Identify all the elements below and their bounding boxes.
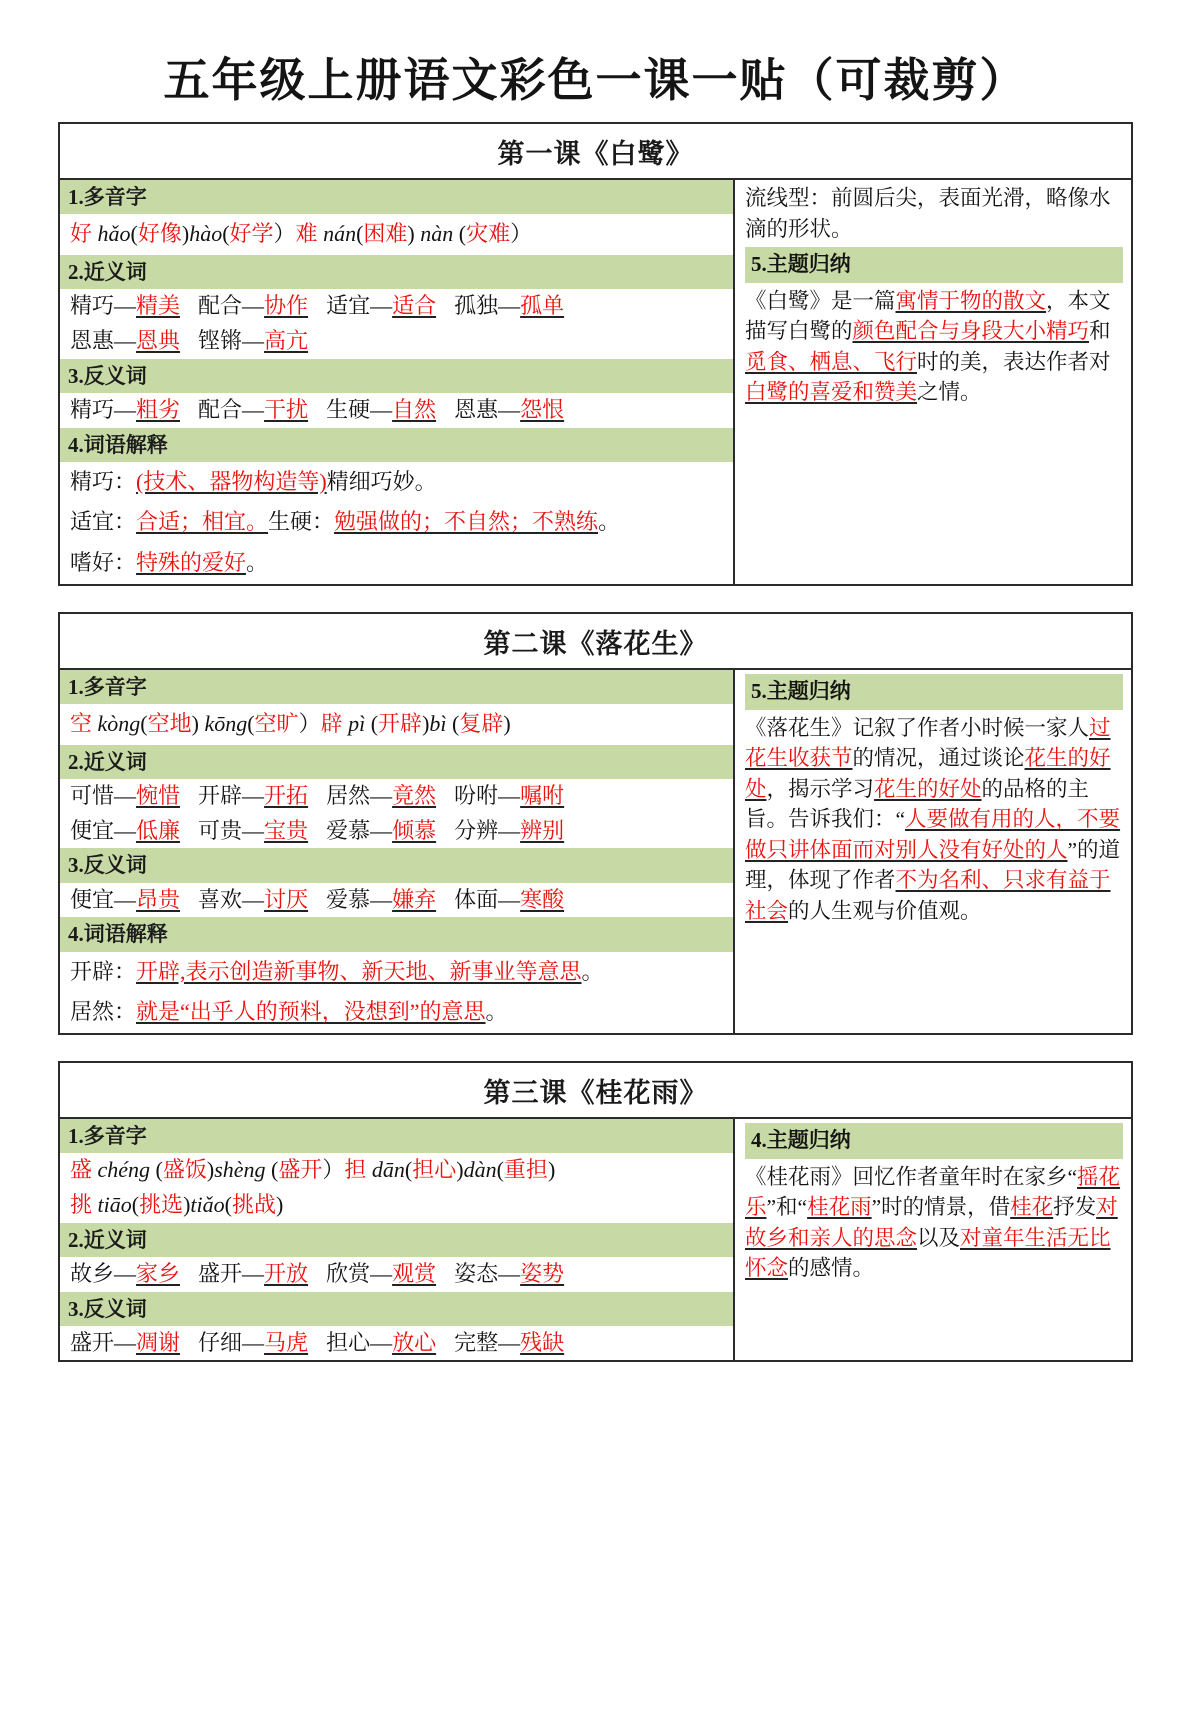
answer-word: 放心 <box>392 1329 437 1355</box>
word-pair: 担心—放心 <box>326 1329 437 1355</box>
answer-word: 讨厌 <box>264 886 309 912</box>
section-polyphone-heading: 1.多音字 <box>60 180 733 214</box>
word-pair: 居然—竟然 <box>326 783 437 808</box>
answer-word: 精美 <box>136 293 181 319</box>
antonym-row <box>60 1326 733 1361</box>
body-text: ，揭示学习 <box>766 776 875 801</box>
synonym-row <box>60 814 733 849</box>
streamline-note: 流线型：前圆后尖，表面光滑，略像水滴的形状。 <box>745 186 1111 241</box>
body-text: 《落花生》记叙了作者小时候一家人 <box>745 715 1090 740</box>
answer-word: 马虎 <box>264 1329 309 1355</box>
definition-answer: 开辟,表示创造新事物、新天地、新事业等意思 <box>136 958 582 984</box>
body-text: 的感情。 <box>788 1256 875 1281</box>
lesson-title-3: 第三课《桂花雨》 <box>60 1063 1131 1119</box>
lesson-3-right-column <box>735 1119 1131 1361</box>
answer-word: 低廉 <box>136 817 181 843</box>
answer-word: 开放 <box>264 1260 309 1286</box>
word-pair: 完整—残缺 <box>454 1329 565 1355</box>
antonym-row <box>60 883 733 918</box>
word-pair: 适宜—适合 <box>326 293 437 319</box>
definition-term: 适宜： <box>70 509 137 535</box>
highlight-text: 白鹭的喜爱和赞美 <box>745 380 918 405</box>
answer-word: 高亢 <box>264 327 309 353</box>
theme-summary-text <box>745 712 1123 928</box>
answer-word: 家乡 <box>136 1260 181 1286</box>
word-pair: 盛开—开放 <box>198 1260 309 1286</box>
answer-word: 昂贵 <box>136 886 181 912</box>
lesson-2-left-column <box>60 670 735 1033</box>
definition-line: 适宜：合适；相宜。生硬：勉强做的；不自然；不熟练。 <box>70 509 621 535</box>
word-pair: 爱慕—倾慕 <box>326 817 437 843</box>
synonym-row <box>60 289 733 324</box>
pinyin: chéng <box>97 1157 151 1183</box>
word-pair: 铿锵—高亢 <box>198 327 309 353</box>
definition-term: 生硬： <box>268 509 335 535</box>
answer-word: 好学 <box>229 221 274 247</box>
answer-word: 残缺 <box>520 1329 565 1355</box>
lesson-card-3 <box>58 1061 1133 1363</box>
word-pair: 喜欢—讨厌 <box>198 886 309 912</box>
answer-word: 倾慕 <box>392 817 437 843</box>
body-text: ，本文描写白鹭的 <box>745 288 1111 344</box>
word-pair: 爱慕—嫌弃 <box>326 886 437 912</box>
section-theme-heading: 5.主题归纳 <box>745 247 1123 283</box>
word-pair: 可贵—宝贵 <box>198 817 309 843</box>
word-pair: 便宜—低廉 <box>70 817 181 843</box>
answer-word: 竟然 <box>392 783 437 808</box>
word-pair: 开辟—开拓 <box>198 783 309 808</box>
section-definition-heading: 4.词语解释 <box>60 428 733 462</box>
body-text: 《桂花雨》回忆作者童年时在家乡“ <box>745 1164 1078 1189</box>
word-pair: 配合—干扰 <box>198 396 309 422</box>
word-pair: 故乡—家乡 <box>70 1260 181 1286</box>
word-pair: 配合—协作 <box>198 293 309 319</box>
word-pair: 便宜—昂贵 <box>70 886 181 912</box>
polyphone-line: 盛 chéng (盛饭)shèng (盛开）担 dān(担心)dàn(重担) <box>70 1157 556 1183</box>
body-text: ”时的情景，借 <box>871 1195 1011 1220</box>
lesson-3-left-column <box>60 1119 735 1361</box>
section-antonym-heading: 3.反义词 <box>60 359 733 393</box>
definition-line: 开辟：开辟,表示创造新事物、新天地、新事业等意思。 <box>70 958 604 984</box>
answer-word: 协作 <box>264 293 309 319</box>
highlight-text: 桂花雨 <box>807 1195 872 1220</box>
highlight-text: 花生的好处 <box>874 776 982 801</box>
answer-word: 空地 <box>147 711 192 737</box>
answer-word: 灾难 <box>466 221 511 247</box>
answer-word: 适合 <box>392 293 437 319</box>
section-definition-heading: 4.词语解释 <box>60 917 733 951</box>
definition-answer: 就是“出乎人的预料，没想到”的意思 <box>136 999 486 1025</box>
section-antonym-heading: 3.反义词 <box>60 1292 733 1326</box>
word-pair: 生硬—自然 <box>326 396 437 422</box>
synonym-row <box>60 1257 733 1292</box>
answer-word: 恩典 <box>136 327 181 353</box>
body-text: ”的道理，体现了作者 <box>745 837 1121 893</box>
highlight-text: 桂花 <box>1010 1195 1054 1220</box>
pinyin: nàn <box>420 221 454 247</box>
word-pair: 欣赏—观赏 <box>326 1260 437 1286</box>
answer-word: 寒酸 <box>520 886 565 912</box>
word-pair: 精巧—粗劣 <box>70 396 181 422</box>
answer-word: 开拓 <box>264 783 309 808</box>
highlight-text: 对童年生活无比怀念 <box>745 1225 1111 1281</box>
section-synonym-heading: 2.近义词 <box>60 255 733 289</box>
highlight-text: 不为名利、只求有益于社会 <box>745 868 1111 923</box>
section-synonym-heading: 2.近义词 <box>60 1223 733 1257</box>
body-text: 的情况，通过谈论 <box>852 746 1025 771</box>
pinyin: tiāo <box>97 1191 132 1217</box>
body-text: 《白鹭》是一篇 <box>745 288 896 313</box>
pinyin: hào <box>189 221 223 247</box>
word-pair: 可惜—惋惜 <box>70 783 181 808</box>
section-theme-heading: 5.主题归纳 <box>745 674 1123 710</box>
definition-term: 开辟： <box>70 958 137 984</box>
definition-term: 嗜好： <box>70 550 137 576</box>
answer-word: 凋谢 <box>136 1329 181 1355</box>
answer-word: 盛饭 <box>162 1157 207 1183</box>
answer-word: 挑选 <box>139 1191 184 1217</box>
highlight-text: 过花生收获节 <box>745 715 1111 771</box>
answer-word: 盛开 <box>278 1157 323 1183</box>
answer-word: 好像 <box>137 221 182 247</box>
definition-answer: (技术、器物构造等) <box>136 468 327 494</box>
answer-word: 担 <box>344 1157 372 1183</box>
page-title: 五年级上册语文彩色一课一贴（可裁剪） <box>163 55 1028 106</box>
body-text: 和 <box>1089 319 1111 344</box>
pinyin: tiǎo <box>190 1191 225 1217</box>
word-pair: 精巧—精美 <box>70 293 181 319</box>
answer-word: 挑战 <box>231 1191 276 1217</box>
answer-word: 自然 <box>392 396 437 422</box>
body-text: 时的美，表达作者对 <box>917 349 1111 374</box>
pinyin: shèng <box>214 1157 266 1183</box>
pinyin: dàn <box>463 1157 497 1183</box>
word-pair: 体面—寒酸 <box>454 886 565 912</box>
word-pair: 吩咐—嘱咐 <box>454 783 565 808</box>
section-antonym-heading: 3.反义词 <box>60 848 733 882</box>
antonym-row <box>60 393 733 428</box>
body-text: 抒发 <box>1053 1195 1097 1220</box>
answer-word: 辟 <box>320 711 349 737</box>
body-text: 之情。 <box>917 380 982 405</box>
worksheet-page <box>0 44 1191 1728</box>
answer-word: 担心 <box>412 1157 457 1183</box>
answer-word: 姿势 <box>520 1260 565 1286</box>
answer-word: 开辟 <box>378 711 423 737</box>
answer-word: 空 <box>70 711 98 737</box>
answer-word: 惋惜 <box>136 783 181 808</box>
answer-word: 怨恨 <box>520 396 565 422</box>
answer-word: 复辟 <box>459 711 504 737</box>
word-pair: 盛开—凋谢 <box>70 1329 181 1355</box>
answer-word: 宝贵 <box>264 817 309 843</box>
section-synonym-heading: 2.近义词 <box>60 745 733 779</box>
body-text: 的人生观与价值观。 <box>788 898 982 923</box>
pinyin: hǎo <box>97 221 131 247</box>
highlight-text: 对故乡和亲人的思念 <box>745 1195 1118 1250</box>
pinyin: pì <box>348 711 366 737</box>
pinyin: nán <box>323 221 357 247</box>
definition-answer: 勉强做的；不自然；不熟练 <box>334 509 599 535</box>
body-text: 以及 <box>917 1225 961 1250</box>
highlight-text: 人要做有用的人，不要做只讲体面而对别人没有好处的人 <box>745 807 1121 862</box>
definition-line: 精巧：(技术、器物构造等)精细巧妙。 <box>70 468 437 494</box>
answer-word: 好 <box>70 221 98 247</box>
lesson-card-1 <box>58 122 1133 586</box>
section-polyphone-heading: 1.多音字 <box>60 1119 733 1153</box>
answer-word: 嫌弃 <box>392 886 437 912</box>
lesson-card-2 <box>58 612 1133 1035</box>
highlight-text: 摇花乐 <box>745 1164 1121 1220</box>
polyphone-line: 空 kòng(空地) kōng(空旷）辟 pì (开辟)bì (复辟) <box>70 711 511 737</box>
definition-term: 精巧： <box>70 468 137 494</box>
pinyin: bì <box>429 711 447 737</box>
answer-word: 辨别 <box>520 817 565 843</box>
section-polyphone-heading: 1.多音字 <box>60 670 733 704</box>
word-pair: 分辨—辨别 <box>454 817 565 843</box>
answer-word: 粗劣 <box>136 396 181 422</box>
lesson-2-right-column <box>735 670 1131 1033</box>
body-text: 的品格的主旨。告诉我们：“ <box>745 776 1090 832</box>
definition-line: 嗜好：特殊的爱好。 <box>70 550 269 576</box>
highlight-text: 觅食、栖息、飞行 <box>745 349 918 374</box>
answer-word: 挑 <box>70 1191 98 1217</box>
answer-word: 难 <box>295 221 324 247</box>
polyphone-line: 好 hǎo(好像)hào(好学）难 nán(困难) nàn (灾难） <box>70 221 533 247</box>
answer-word: 重担 <box>503 1157 548 1183</box>
highlight-text: 花生的好处 <box>745 746 1111 801</box>
answer-word: 空旷 <box>254 711 299 737</box>
theme-summary-text <box>745 1161 1123 1285</box>
word-pair: 仔细—马虎 <box>198 1329 309 1355</box>
answer-word: 困难 <box>363 221 408 247</box>
answer-word: 干扰 <box>264 396 309 422</box>
definition-answer: 合适；相宜。 <box>136 509 269 535</box>
pinyin: kòng <box>97 711 141 737</box>
definition-line: 居然：就是“出乎人的预料，没想到”的意思。 <box>70 999 508 1025</box>
polyphone-line: 挑 tiāo(挑选)tiǎo(挑战) <box>70 1191 284 1217</box>
answer-word: 观赏 <box>392 1260 437 1286</box>
answer-word: 盛 <box>70 1157 98 1183</box>
answer-word: 孤单 <box>520 293 565 319</box>
theme-summary-text <box>745 285 1123 409</box>
pinyin: dān <box>371 1157 405 1183</box>
lesson-title-1: 第一课《白鹭》 <box>60 124 1131 180</box>
highlight-text: 颜色配合与身段大小精巧 <box>852 319 1090 344</box>
pinyin: kōng <box>204 711 248 737</box>
section-theme-heading: 4.主题归纳 <box>745 1123 1123 1159</box>
word-pair: 姿态—姿势 <box>454 1260 565 1286</box>
synonym-row <box>60 779 733 814</box>
definition-answer: 特殊的爱好 <box>136 550 247 576</box>
body-text: ”和“ <box>766 1195 808 1220</box>
word-pair: 恩惠—恩典 <box>70 327 181 353</box>
word-pair: 恩惠—怨恨 <box>454 396 565 422</box>
answer-word: 嘱咐 <box>520 783 565 808</box>
definition-term: 居然： <box>70 999 137 1025</box>
lesson-1-left-column <box>60 180 735 584</box>
lesson-title-2: 第二课《落花生》 <box>60 614 1131 670</box>
word-pair: 孤独—孤单 <box>454 293 565 319</box>
synonym-row <box>60 324 733 359</box>
lesson-1-right-column <box>735 180 1131 584</box>
highlight-text: 寓情于物的散文 <box>895 288 1047 313</box>
